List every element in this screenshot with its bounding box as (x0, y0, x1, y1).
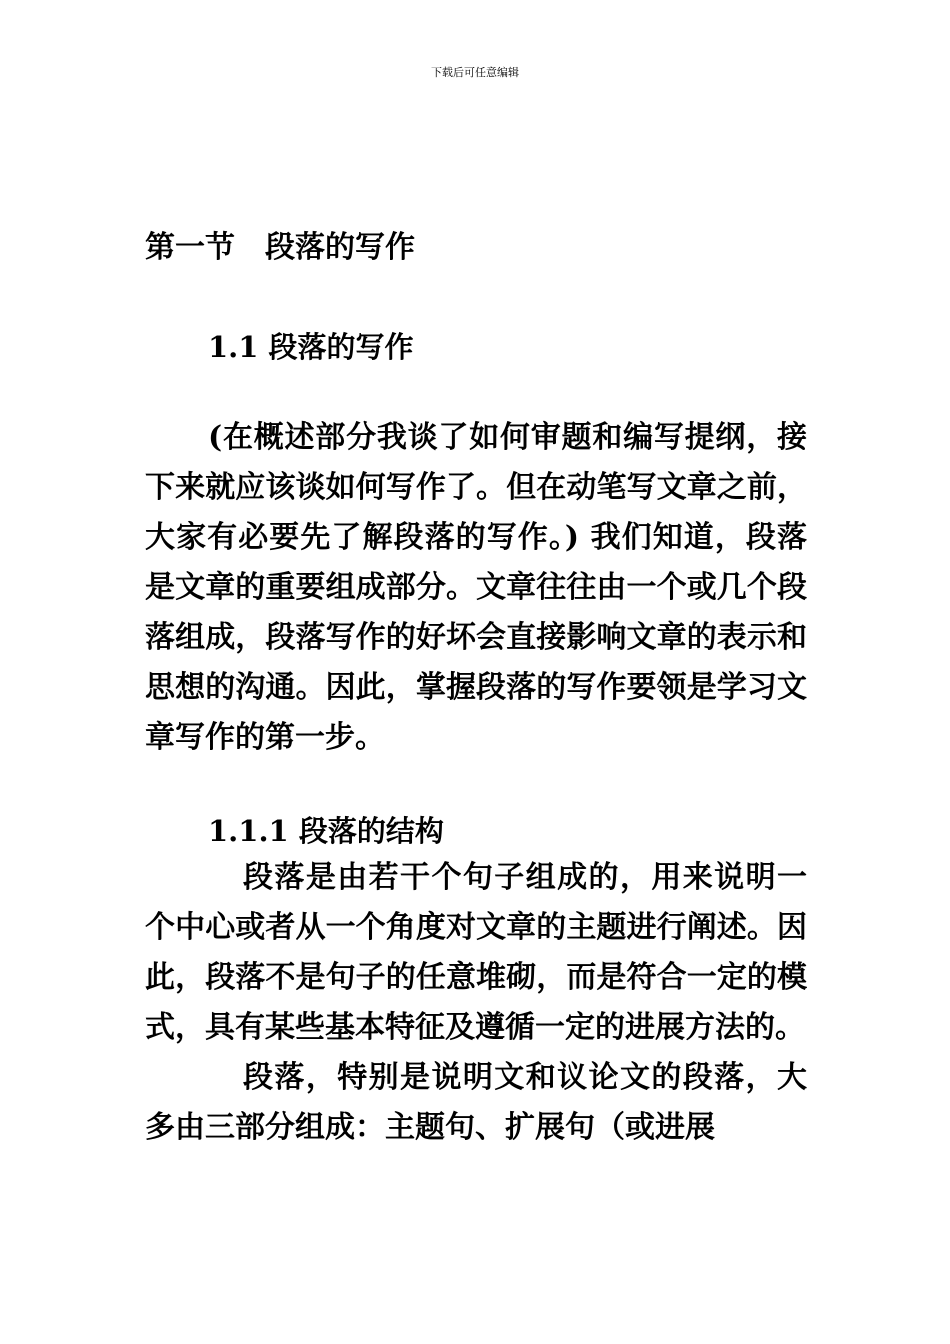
spacer (145, 270, 807, 325)
spacer (145, 763, 807, 809)
structure-paragraph-1: 段落是由若干个句子组成的，用来说明一个中心或者从一个角度对文章的主题进行阐述。因此，段落不是句子的任意堆砌，而是符合一定的模式，具有某些基本特征及遵循一定的进展方法的。 (145, 860, 807, 1045)
heading-1-1: 1.1 段落的写作 (208, 330, 414, 364)
section-title: 第一节 段落的写作 (145, 230, 415, 265)
page-header-note: 下载后可任意编辑 (431, 66, 519, 79)
document-body (145, 226, 807, 1153)
structure-paragraph-2: 段落，特别是说明文和议论文的段落，大多由三部分组成：主题句、扩展句（或进展 (145, 1060, 807, 1145)
intro-paragraph: (在概述部分我谈了如何审题和编写提纲，接下来就应该谈如何写作了。但在动笔写文章之前，大家有必要先了解段落的写作。) 我们知道，段落是文章的重要组成部分。文章往往由一个或几个段落组成，段落写作的好坏会直接影响文章的表示和思想的沟通。因此，掌握段落的写作要领是学习文章写作的第一步。 (145, 420, 807, 755)
spacer (145, 369, 807, 413)
heading-1-1-1: 1.1.1 段落的结构 (208, 814, 444, 848)
